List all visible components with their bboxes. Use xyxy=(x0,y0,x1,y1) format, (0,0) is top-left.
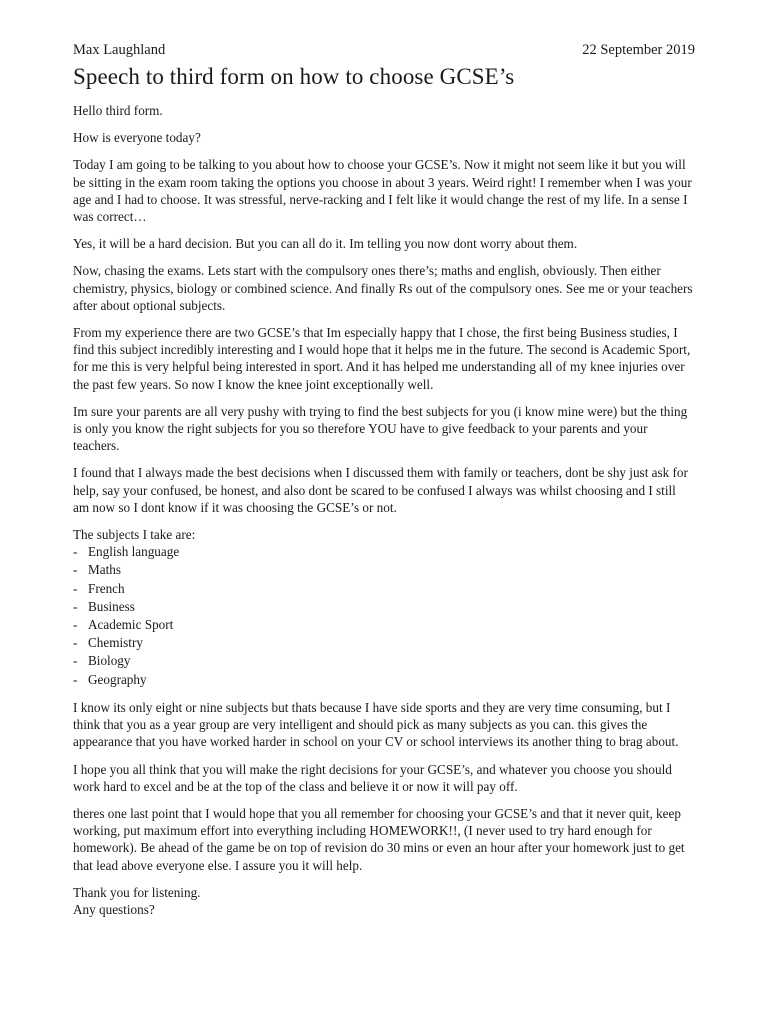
paragraph-compulsory: Now, chasing the exams. Lets start with the compulsory ones there’s; maths and english, obviously. Then either chemistry, physics, biology or combined science. And finally Rs out of the compulsory ones. See me or your teachers after about optional subjects. xyxy=(73,263,693,313)
document-page xyxy=(73,40,695,918)
list-marker: - xyxy=(73,580,78,596)
paragraph-question: How is everyone today? xyxy=(73,130,201,146)
list-item xyxy=(73,543,695,561)
paragraph-greeting: Hello third form. xyxy=(73,103,163,118)
paragraph-decisions: I found that I always made the best decisions when I discussed them with family or teachers, dont be shy just ask for help, say your confused, be honest, and also dont be scared to be confused I always was whilst choosing and I still am now so I dont know if it was choosing the GCSE’s or not. xyxy=(73,465,688,515)
document-title: Speech to third form on how to choose GCSE’s xyxy=(73,64,515,89)
list-marker: - xyxy=(73,544,78,560)
paragraph-side-sports: I know its only eight or nine subjects but thats because I have side sports and they are very time consuming, but I think that you as a year group are very intelligent and should pick as many subjects as you can. this gives the appearance that you have worked harder in school on your CV or school interviews its another thing to brag about. xyxy=(73,699,679,750)
list-item-text: English language xyxy=(88,544,180,560)
paragraph-reassurance: Yes, it will be a hard decision. But you can all do it. Im telling you now dont worry about them. xyxy=(73,236,578,252)
list-item xyxy=(73,652,695,670)
list-item-text: Biology xyxy=(88,653,131,669)
list-item xyxy=(73,634,695,652)
list-marker: - xyxy=(73,653,78,669)
list-item xyxy=(73,561,695,579)
list-item xyxy=(73,616,695,634)
author-name: Max Laughland xyxy=(73,42,166,58)
document-date: 22 September 2019 xyxy=(582,42,695,58)
list-item-text: Business xyxy=(88,598,135,614)
paragraph-last-point: theres one last point that I would hope that you all remember for choosing your GCSE’s and that it never quit, keep working, put maximum effort into everything including HOMEWORK!!, (I never used to try hard enough for homework). Be ahead of the game be on top of revision do 30 mins or even an hour after your homework just to get that lead above everyone else. I assure you it will help. xyxy=(73,805,685,873)
list-marker: - xyxy=(73,562,78,578)
paragraph-parents: Im sure your parents are all very pushy with trying to find the best subjects for you (i know mine were) but the thing is only you know the right subjects for you so therefore YOU have to give feedback to your parents and your teachers. xyxy=(73,403,688,454)
signoff-questions: Any questions? xyxy=(73,901,155,917)
list-marker: - xyxy=(73,598,78,614)
subjects-intro: The subjects I take are: xyxy=(73,527,196,543)
paragraph-right-decisions: I hope you all think that you will make the right decisions for your GCSE’s, and whatever you choose you should work hard to excel and be at the top of the class and believe it or now it will pay off. xyxy=(73,761,672,794)
list-item xyxy=(73,671,695,689)
paragraph-experience: From my experience there are two GCSE’s that Im especially happy that I chose, the first being Business studies, I find this subject incredibly interesting and I would hope that it helps me in the future. The second is Academic Sport, for me this is very helpful being interested in sport. And it has helped me understanding all of my knee injuries over the past few years. So now I know the knee joint exceptionally well. xyxy=(73,325,691,392)
list-item-text: Geography xyxy=(88,671,147,687)
paragraph-intro: Today I am going to be talking to you about how to choose your GCSE’s. Now it might not seem like it but you will be sitting in the exam room taking the options you choose in about 3 years. Weird right! I remember when I was your age and I had to choose. It was stressful, nerve-racking and I felt like it would change the rest of my life. In a sense I was correct… xyxy=(73,157,692,225)
list-item-text: Maths xyxy=(88,562,121,578)
list-item xyxy=(73,580,695,598)
list-marker: - xyxy=(73,635,78,651)
document-header xyxy=(73,40,695,60)
list-marker: - xyxy=(73,671,78,687)
subjects-list xyxy=(73,543,695,689)
list-marker: - xyxy=(73,617,78,633)
signoff-thanks: Thank you for listening. xyxy=(73,884,201,900)
list-item xyxy=(73,598,695,616)
list-item-text: Chemistry xyxy=(88,635,143,651)
list-item-text: Academic Sport xyxy=(88,617,174,633)
list-item-text: French xyxy=(88,580,125,596)
